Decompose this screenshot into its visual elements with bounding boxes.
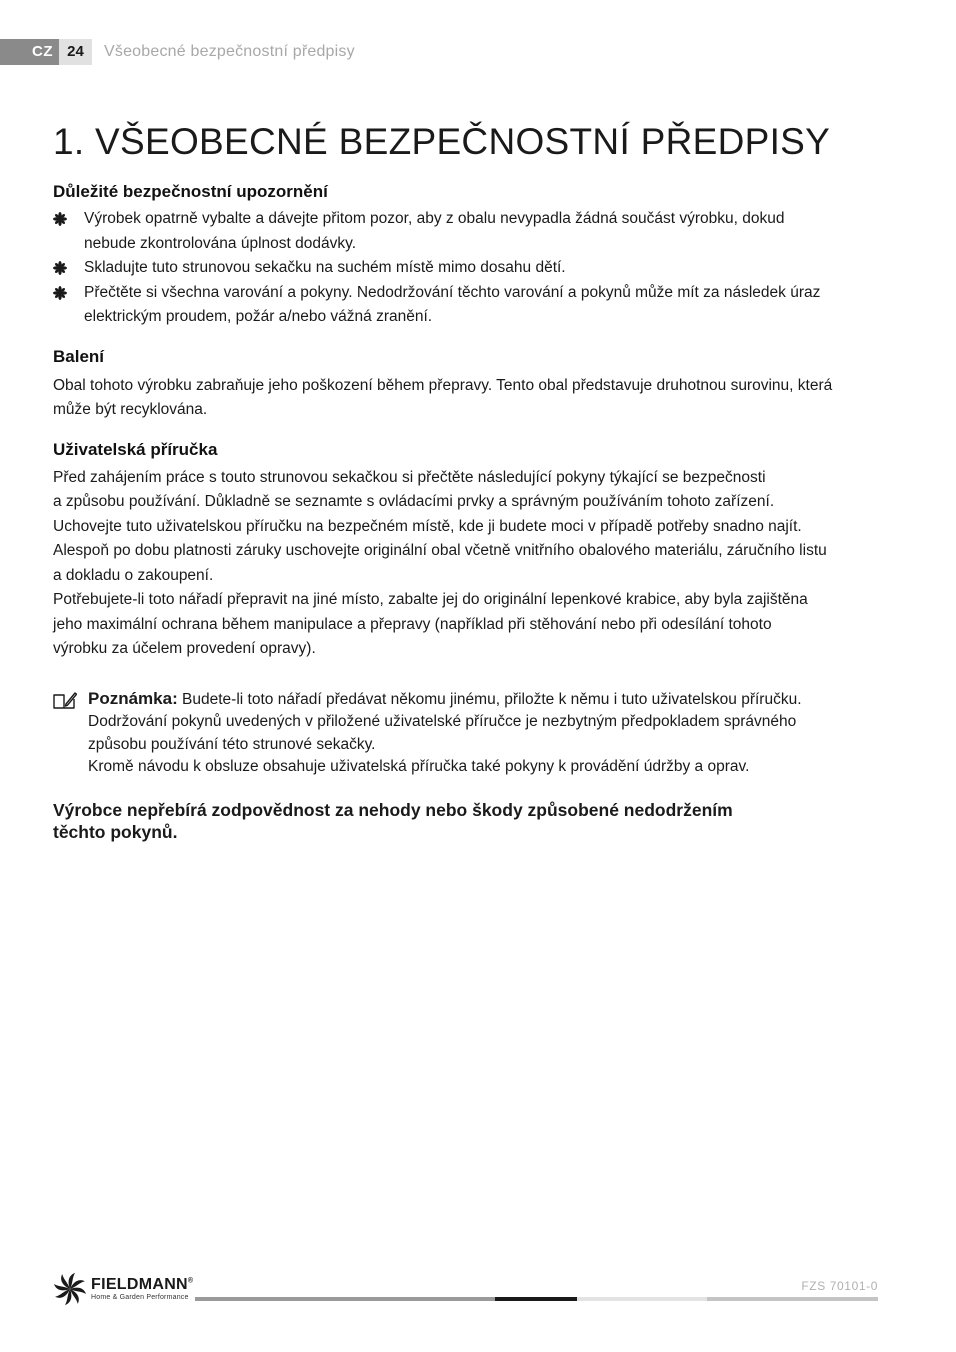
note-line: způsobu používání této strunové sekačky. xyxy=(88,735,376,753)
main-content xyxy=(53,116,893,843)
text-line: a dokladu o zakoupení. xyxy=(53,566,214,584)
running-title: Všeobecné bezpečnostní předpisy xyxy=(104,43,355,60)
footer-rule-gray xyxy=(195,1297,495,1301)
page-number: 24 xyxy=(59,39,92,65)
language-tab: CZ xyxy=(0,39,59,65)
brand-tagline: Home & Garden Performance xyxy=(91,1294,189,1301)
fieldmann-logo xyxy=(53,1272,203,1306)
fan-logo-icon xyxy=(53,1272,87,1306)
important-list xyxy=(53,207,893,330)
footer-rule-dark xyxy=(495,1297,577,1301)
model-code: FZS 70101-0 xyxy=(801,1279,878,1293)
important-heading: Důležité bezpečnostní upozornění xyxy=(53,182,328,201)
note-line: Kromě návodu k obsluze obsahuje uživatelská příručka také pokyny k provádění údržby a oprav. xyxy=(88,758,750,775)
manual-section xyxy=(53,439,893,662)
text-line: výrobku za účelem provedení opravy). xyxy=(53,640,316,657)
footer-rule-light xyxy=(577,1297,707,1301)
disclaimer-line: Výrobce nepřebírá zodpovědnost za nehody nebo škody způsobené nedodržením xyxy=(53,799,733,820)
text-line: a způsobu používání. Důkladně se seznamte s ovládacími prvky a správným používáním tohoto zařízení. xyxy=(53,493,775,510)
note-line: Dodržování pokynů uvedených v přiložené uživatelské příručce je nezbytným předpokladem správného xyxy=(88,713,797,730)
disclaimer-line: těchto pokynů. xyxy=(53,821,178,842)
text-line: může být recyklována. xyxy=(53,401,208,418)
note-box xyxy=(53,688,893,779)
item-line: elektrickým proudem, požár a/nebo vážná zranění. xyxy=(84,308,433,325)
list-item xyxy=(53,207,893,256)
flower-bullet-icon xyxy=(53,212,67,226)
list-item xyxy=(53,256,893,281)
brand-name: FIELDMANN® xyxy=(91,1276,194,1293)
packaging-heading: Balení xyxy=(53,346,105,366)
open-book-pen-icon xyxy=(53,691,77,709)
note-line: Budete-li toto nářadí předávat někomu jinému, přiložte k němu i tuto uživatelskou příručku. xyxy=(177,690,802,708)
note-label: Poznámka: xyxy=(88,688,178,708)
text-line: Alespoň po dobu platnosti záruky uschovejte originální obal včetně vnitřního obalového materiálu, záručního listu xyxy=(53,542,827,559)
flower-bullet-icon xyxy=(53,261,67,275)
manual-text xyxy=(53,466,893,662)
text-line: Obal tohoto výrobku zabraňuje jeho poškození během přepravy. Tento obal představuje druhotnou surovinu, která xyxy=(53,376,833,394)
packaging-section xyxy=(53,346,893,423)
disclaimer xyxy=(53,799,833,843)
list-item xyxy=(53,281,893,330)
item-line: Skladujte tuto strunovou sekačku na suchém místě mimo dosahu dětí. xyxy=(84,259,566,276)
item-line: nebude zkontrolována úplnost dodávky. xyxy=(84,234,357,252)
packaging-text xyxy=(53,374,893,423)
manual-heading: Uživatelská příručka xyxy=(53,439,218,459)
item-line: Výrobek opatrně vybalte a dávejte přitom pozor, aby z obalu nevypadla žádná součást výrobku, dokud xyxy=(84,210,785,227)
page-title: 1. VŠEOBECNÉ BEZPEČNOSTNÍ PŘEDPISY xyxy=(53,121,831,162)
item-line: Přečtěte si všechna varování a pokyny. Nedodržování těchto varování a pokynů může mít za následek úraz xyxy=(84,283,821,301)
footer-rule-mid xyxy=(707,1297,878,1301)
text-line: jeho maximální ochrana během manipulace a přepravy (například při stěhování nebo při odesílání tohoto xyxy=(53,615,772,633)
text-line: Před zahájením práce s touto strunovou sekačkou si přečtěte následující pokyny týkající se bezpečnosti xyxy=(53,468,766,486)
text-line: Potřebujete-li toto nářadí přepravit na jiné místo, zabalte jej do originální lepenkové krabice, aby byla zajištěna xyxy=(53,591,808,608)
important-section xyxy=(53,181,893,330)
text-line: Uchovejte tuto uživatelskou příručku na bezpečném místě, kde ji budete moci v případě potřeby snadno najít. xyxy=(53,517,802,535)
page-header xyxy=(0,39,400,65)
flower-bullet-icon xyxy=(53,286,67,300)
